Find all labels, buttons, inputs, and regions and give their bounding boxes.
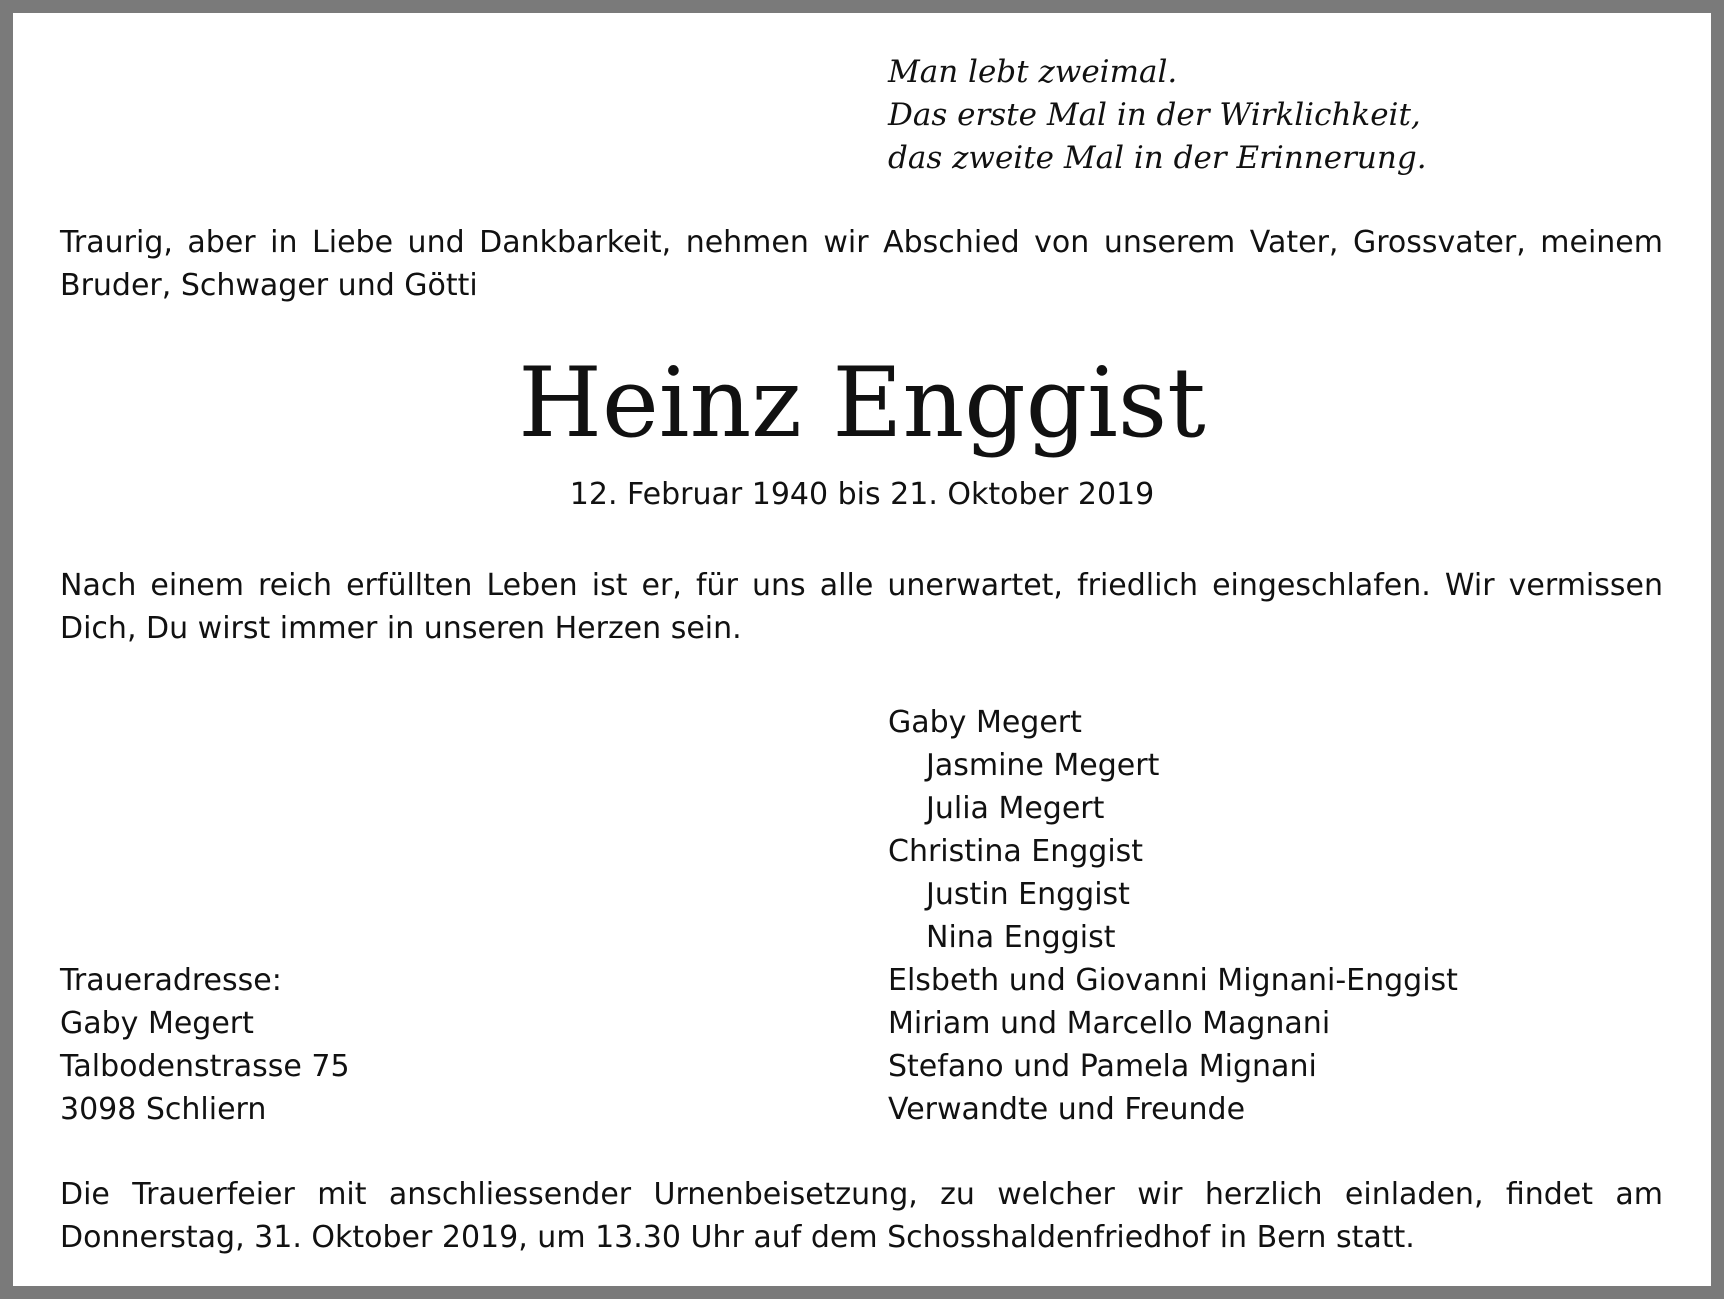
family-member: Elsbeth und Giovanni Mignani-Enggist (888, 963, 1458, 998)
family-list (888, 701, 1458, 1131)
address-label: Traueradresse: (60, 963, 282, 998)
address-city: 3098 Schliern (60, 1092, 267, 1127)
motto-line: Man lebt zweimal. (888, 54, 1178, 90)
message-text: Nach einem reich erfüllten Leben ist er, für uns alle unerwartet, friedlich eingeschlafen. Wir vermissen Dich, Du wirst immer in unseren Herzen sein. (60, 568, 1663, 646)
family-member: Jasmine Megert (926, 748, 1160, 783)
family-member: Verwandte und Freunde (888, 1092, 1246, 1127)
family-member: Gaby Megert (888, 705, 1082, 740)
mourning-address (60, 959, 350, 1131)
motto-line: das zweite Mal in der Erinnerung. (888, 140, 1427, 176)
family-member: Justin Enggist (926, 877, 1130, 912)
life-dates: 12. Februar 1940 bis 21. Oktober 2019 (569, 477, 1155, 512)
obituary-notice (13, 13, 1711, 1286)
address-name: Gaby Megert (60, 1006, 254, 1041)
motto-quote (888, 51, 1427, 180)
family-member: Christina Enggist (888, 834, 1144, 869)
intro-text: Traurig, aber in Liebe und Dankbarkeit, nehmen wir Abschied von unserem Vater, Grossvater, meinem Bruder, Schwager und Götti (60, 225, 1663, 303)
service-text: Die Trauerfeier mit anschliessender Urnenbeisetzung, zu welcher wir herzlich einladen, findet am Donnerstag, 31. Oktober 2019, um 13.30 Uhr auf dem Schosshaldenfriedhof in Bern statt. (60, 1177, 1663, 1255)
motto-line: Das erste Mal in der Wirklichkeit, (888, 97, 1421, 133)
deceased-name: Heinz Enggist (518, 347, 1206, 459)
family-member: Stefano und Pamela Mignani (888, 1049, 1317, 1084)
family-member: Nina Enggist (926, 920, 1116, 955)
family-member: Julia Megert (926, 791, 1105, 826)
family-member: Miriam und Marcello Magnani (888, 1006, 1331, 1041)
address-street: Talbodenstrasse 75 (60, 1049, 350, 1084)
